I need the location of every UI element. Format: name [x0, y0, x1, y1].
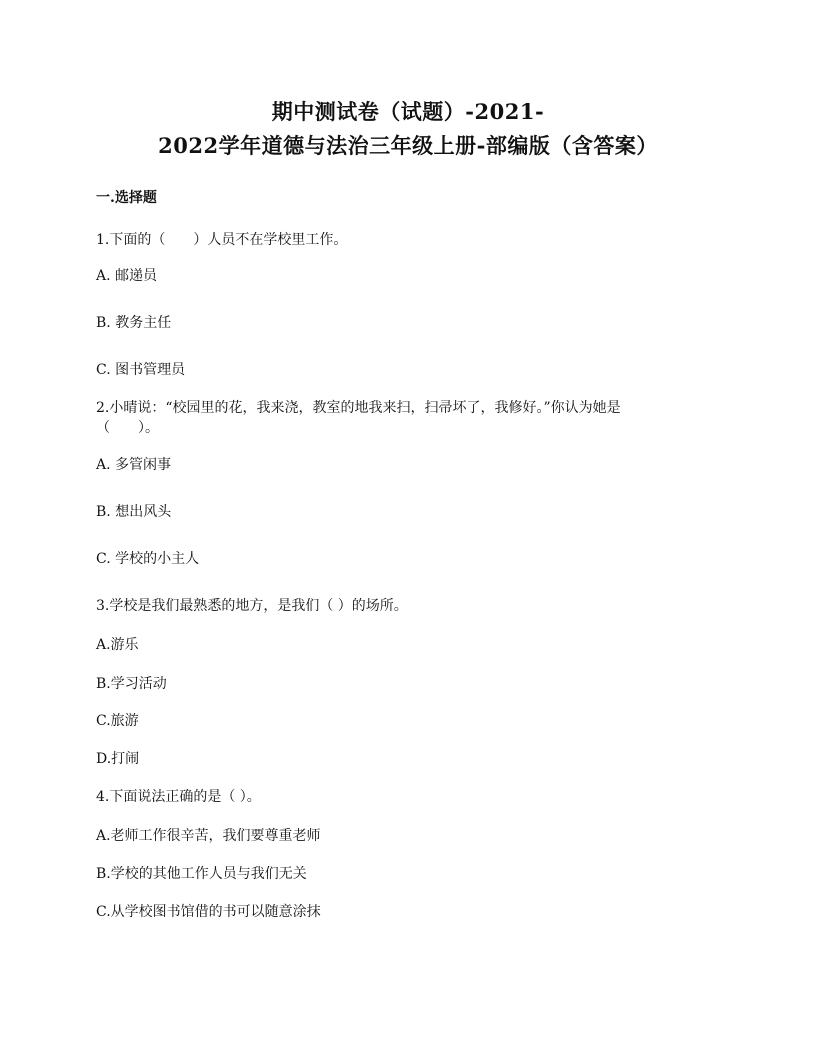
question-2-option-c: C. 学校的小主人 [96, 551, 200, 567]
question-3-option-a: A.游乐 [96, 637, 139, 653]
question-2-stem-line-2: （ ）。 [96, 420, 159, 436]
question-2-option-b: B. 想出风头 [96, 504, 172, 520]
question-4-option-b: B.学校的其他工作人员与我们无关 [96, 866, 307, 882]
question-4-option-c: C.从学校图书馆借的书可以随意涂抹 [96, 904, 321, 920]
question-2-option-a: A. 多管闲事 [96, 457, 172, 473]
question-2-stem-line-1: 2.小晴说：“校园里的花，我来浇，教室的地我来扫，扫帚坏了，我修好。”你认为她是 [96, 400, 621, 416]
section-heading: 一.选择题 [96, 190, 157, 206]
question-4-option-a: A.老师工作很辛苦，我们要尊重老师 [96, 828, 321, 844]
document-title-line-2: 2022学年道德与法治三年级上册-部编版（含答案） [158, 133, 658, 158]
question-1-option-b: B. 教务主任 [96, 315, 172, 331]
document-title-line-1: 期中测试卷（试题）-2021- [271, 99, 545, 124]
question-3-stem: 3.学校是我们最熟悉的地方，是我们（ ）的场所。 [96, 598, 408, 614]
question-1-stem: 1.下面的（ ）人员不在学校里工作。 [96, 232, 348, 248]
question-4-stem: 4.下面说法正确的是（ ）。 [96, 789, 261, 805]
question-1-option-a: A. 邮递员 [96, 268, 158, 284]
question-3-option-c: C.旅游 [96, 713, 139, 729]
question-1-option-c: C. 图书管理员 [96, 362, 186, 378]
question-3-option-d: D.打闹 [96, 751, 140, 767]
question-3-option-b: B.学习活动 [96, 676, 167, 692]
